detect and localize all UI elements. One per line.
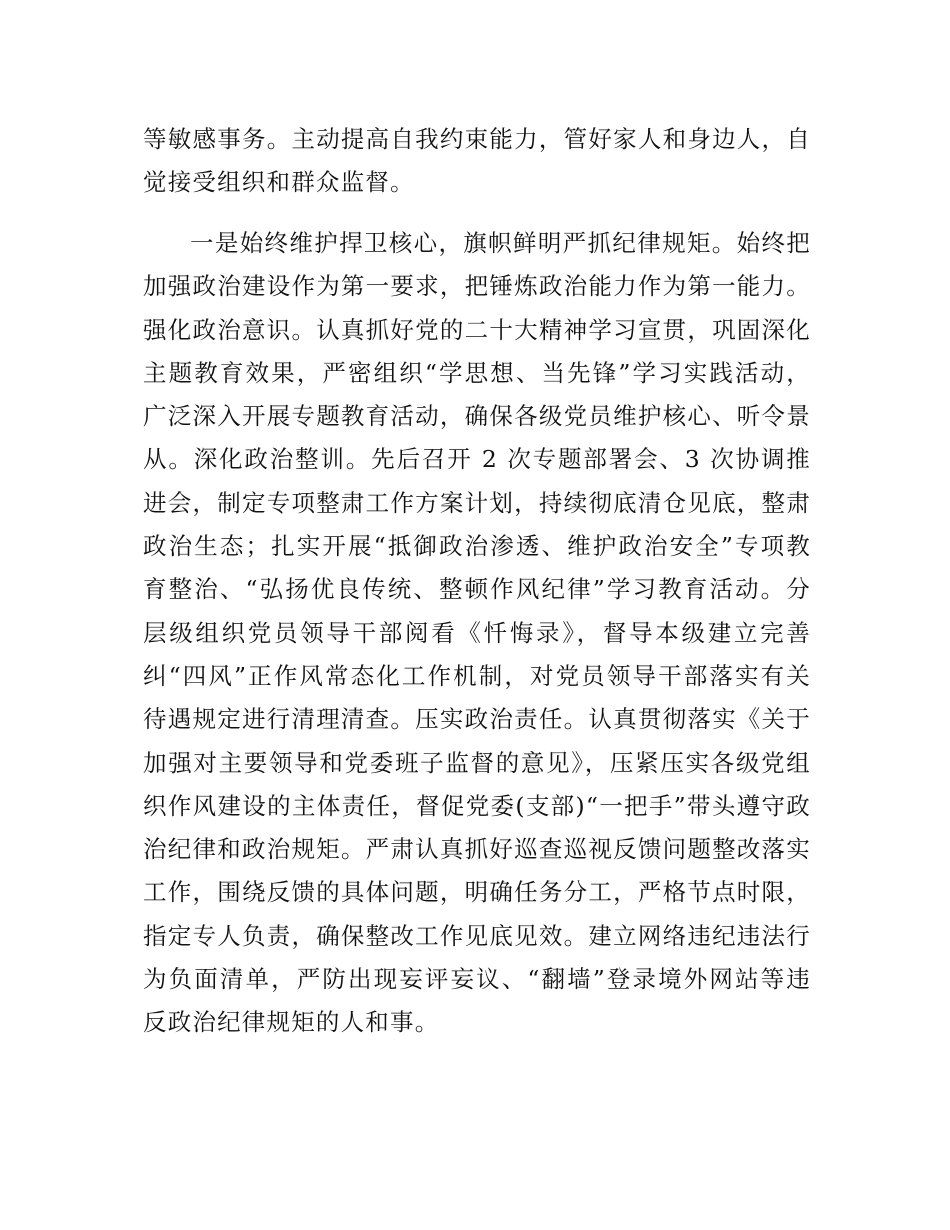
paragraph-continuation: 等敏感事务。主动提高自我约束能力，管好家人和身边人，自觉接受组织和群众监督。 [143, 125, 811, 197]
paragraph-point-one: 一是始终维护捍卫核心，旗帜鲜明严抓纪律规矩。始终把加强政治建设作为第一要求，把锤炼政治能力作为第一能力。强化政治意识。认真抓好党的二十大精神学习宣贯，巩固深化主题教育效果，严密组织“学思想、当先锋”学习实践活动，广泛深入开展专题教育活动，确保各级党员维护核心、听令景从。深化政治整训。先后召开 2 次专题部署会、3 次协调推进会，制定专项整肃工作方案计划，持续彻底清仓见底，整肃政治生态；扎实开展“抵御政治渗透、维护政治安全”专项教育整治、“弘扬优良传统、整顿作风纪律”学习教育活动。分层级组织党员领导干部阅看《忏悔录》，督导本级建立完善纠“四风”正作风常态化工作机制，对党员领导干部落实有关待遇规定进行清理清查。压实政治责任。认真贯彻落实《关于加强对主要领导和党委班子监督的意见》，压紧压实各级党组织作风建设的主体责任，督促党委(支部)“一把手”带头遵守政治纪律和政治规矩。严肃认真抓好巡查巡视反馈问题整改落实工作，围绕反馈的具体问题，明确任务分工，严格节点时限，指定专人负责，确保整改工作见底见效。建立网络违纪违法行为负面清单，严防出现妄评妄议、“翻墙”登录境外网站等违反政治纪律规矩的人和事。 [143, 229, 811, 1037]
